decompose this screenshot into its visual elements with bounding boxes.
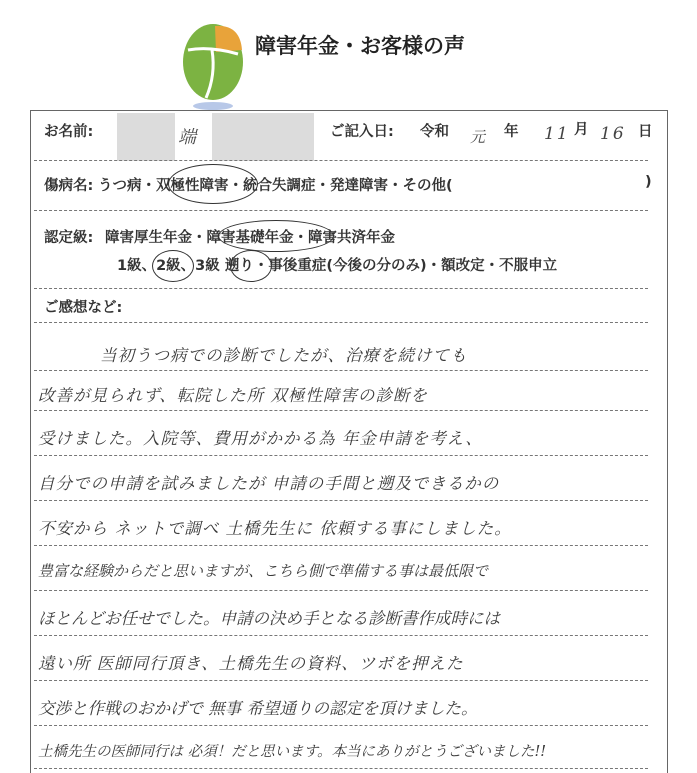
pension-options: 障害厚生年金・障害基礎年金・障害共済年金 — [105, 230, 395, 246]
divider — [34, 590, 648, 591]
divider — [34, 545, 648, 546]
divider — [34, 288, 648, 289]
grade-label: 認定級: — [44, 230, 94, 246]
page-title: 障害年金・お客様の声 — [255, 34, 465, 58]
redacted-name — [212, 113, 314, 161]
year-unit: 年 — [504, 124, 519, 140]
comment-line: ほとんどお任せでした。申請の決め手となる診断書作成時には — [38, 609, 500, 628]
date-label: ご記入日: — [330, 124, 394, 140]
month-unit: 月 — [574, 122, 589, 138]
divider — [34, 455, 648, 456]
comment-line: 改善が見られず、転院した所 双極性障害の診断を — [38, 386, 428, 405]
logo-icon — [180, 20, 246, 112]
redacted-name — [117, 113, 175, 161]
selection-circle — [230, 250, 272, 282]
name-label: お名前: — [44, 124, 94, 140]
selection-circle — [152, 250, 194, 282]
grade-options: 1級、2級、3級 遡り・事後重症(今後の分のみ)・額改定・不服申立 — [117, 258, 558, 274]
comment-line: 遠い所 医師同行頂き、土橋先生の資料、ツボを押えた — [38, 654, 464, 673]
year-value: 元 — [470, 128, 488, 146]
day-value: 16 — [600, 124, 626, 144]
divider — [34, 160, 648, 161]
divider — [34, 680, 648, 681]
day-unit: 日 — [638, 124, 653, 140]
era-label: 令和 — [420, 124, 449, 140]
disease-close: ) — [645, 174, 652, 190]
name-value: 端 — [178, 127, 198, 148]
comment-line: 自分での申請を試みましたが 申請の手間と遡及できるかの — [38, 474, 500, 493]
divider — [34, 725, 648, 726]
comment-line: 交渉と作戦のおかげで 無事 希望通りの認定を頂けました。 — [38, 699, 478, 718]
comment-line: 不安から ネットで調べ 土橋先生に 依頼する事にしました。 — [38, 519, 512, 538]
selection-circle — [218, 220, 334, 252]
comment-line: 当初うつ病での診断でしたが、治療を続けても — [100, 346, 468, 365]
divider — [34, 410, 648, 411]
divider — [34, 635, 648, 636]
divider — [34, 768, 648, 769]
disease-label: 傷病名: — [44, 178, 94, 194]
divider — [34, 500, 648, 501]
divider — [34, 322, 648, 323]
selection-circle — [168, 164, 258, 204]
disease-options: うつ病・双極性障害・統合失調症・発達障害・その他( — [98, 178, 453, 194]
comment-line: 土橋先生の医師同行は 必須！だと思います。本当にありがとうございました!! — [38, 744, 547, 760]
month-value: 11 — [544, 124, 570, 144]
impressions-label: ご感想など: — [44, 300, 123, 316]
comment-line: 豊富な経験からだと思いますが、こちら側で準備する事は最低限で — [38, 562, 489, 580]
comment-line: 受けました。入院等、費用がかかる為 年金申請を考え、 — [38, 429, 483, 448]
divider — [34, 370, 648, 371]
divider — [34, 210, 648, 211]
